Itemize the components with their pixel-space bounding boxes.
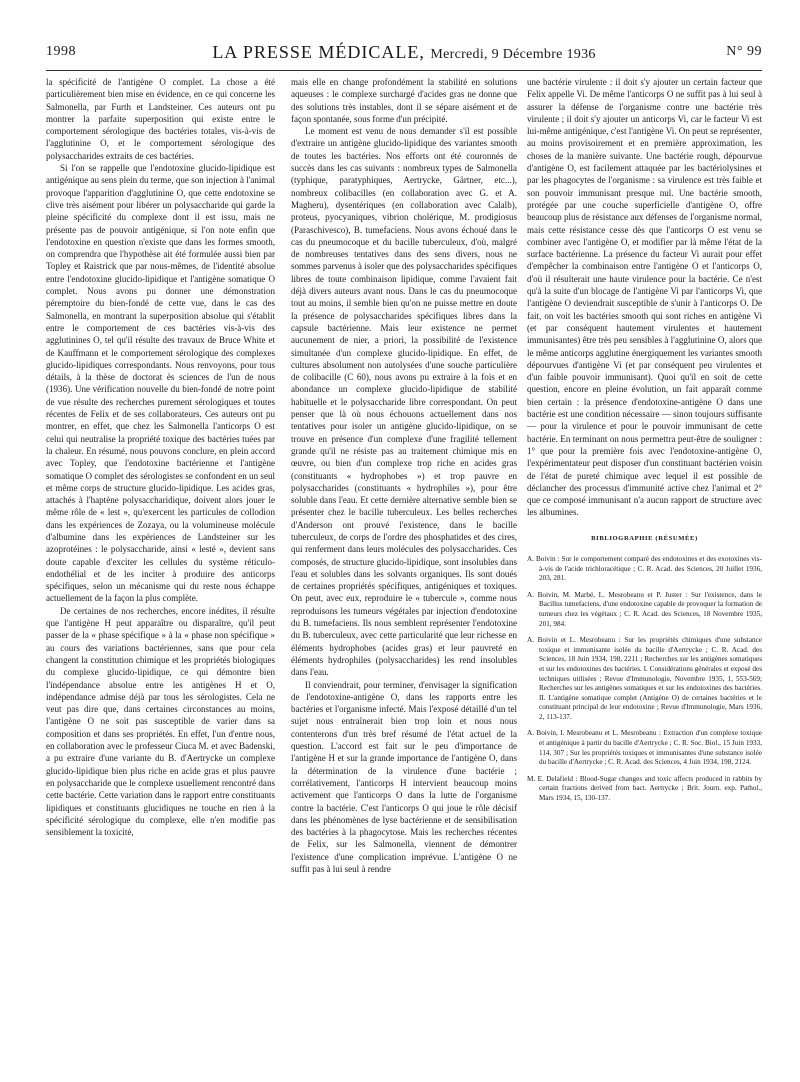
column-2 [291,76,517,1066]
page-number: 1998 [46,44,76,59]
reference: A. Boivin et L. Mesrobeanu : Sur les propriétés chimiques d'une substance toxique et immunisante isolée du bacille d'Aertrycke ; C. R. Acad. des Sciences, 18 Juin 1934, 198, 2211 ; Recherches sur les antigènes somatiques et sur les endotoxines des bactéries. I. Considérations générales et exposé des techniques utilisées ; Revue d'Immunologie, Novembre 1935, 1, 553-569; Recherches sur les antigènes somatiques et sur les endotoxines des bactéries. II. L'antigène somatique complet (Antigène O) de certaines bactéries et le constituant principal de leur endotoxine ; Revue d'Immunologie, Mars 1936, 2, 113-137. [527,636,762,721]
issue-number: N° 99 [726,44,762,59]
journal-title [46,42,762,63]
issue-date: Mercredi, 9 Décembre 1936 [430,47,596,62]
reference: A. Boivin, I. Mesrobeanu et L. Mesrobeanu : Extraction d'un complexe toxique et antigénique à partir du bacille d'Aertrycke ; C. R. Soc. Biol., 15 Juin 1933, 114, 307 ; Sur les propriétés toxiques et immunisantes d'une substance isolée du bacille d'Aertrycke ; C. R. Acad. des Sciences, 4 Juin 1934, 198, 2124. [527,729,762,767]
paragraph: une bactérie virulente : il doit s'y ajouter un certain facteur que Felix appelle Vi. De même l'anticorps O ne suffit pas à lui seul à assurer la défense de l'organisme contre une bactérie très virulente ; il doit s'y ajouter un anticorps Vi, car le facteur Vi est lui-même antigénique, c'est l'antigène Vi. On peut se représenter, au moins provisoirement et en première approximation, les choses de la manière suivante. Une bactérie rough, dépourvue d'antigène O, est facilement attaquée par les bactériolysines et par les phagocytes de l'organisme : sa virulence est très faible et son pouvoir immunisant presque nul. Une bactérie smooth, protégée par une couche superficielle d'antigène O, offre beaucoup plus de résistance aux défenses de l'organisme normal, mais cette résistance cesse dès que l'anticorps O est venu se combiner avec l'antigène O, et modifier par là même l'état de la surface bactérienne. La présence du facteur Vi aurait pour effet d'empêcher la combinaison entre l'antigène O et l'anticorps O, d'où il résulterait une haute virulence pour la bactérie. Ce n'est qu'à la suite d'un blocage de l'antigène Vi par l'anticorps Vi, que l'antigène O deviendrait susceptible de s'unir à l'anticorps O. De fait, on voit les bactéries smooth qui sont riches en antigène Vi (et par conséquent hautement virulentes et hautement immunisantes) être très peu sensibles à l'agglutinine O, alors que le même anticorps agglutine énergiquement les variantes smooth dépourvues d'antigène Vi (et par conséquent peu virulentes et d'un faible pouvoir immunisant). Quoi qu'il en soit de cette question, encore en pleine évolution, un fait apparaît comme bien certain : la présence d'endotoxine-antigène O dans une bactérie est une condition nécessaire — sinon toujours suffisante — pour la virulence et pour le pouvoir immunisant de cette bactérie. En terminant on nous permettra peut-être de souligner : 1° que pour la première fois avec l'endotoxine-antigène O, l'expérimentateur peut disposer d'un constituant bactérien voisin de l'état de pureté chimique avec lequel il est possible de déclancher des processus d'immunité active chez l'animal et 2° que ce composé immunisant n'a aucun rapport de structure avec les albumines. [527,77,762,518]
column-1 [46,76,275,1066]
journal-name: LA PRESSE MÉDICALE, [212,42,425,62]
paragraph: Le moment est venu de nous demander s'il est possible d'extraire un antigène glucido-lipidique des variantes smooth de toutes les bactéries. Nos efforts ont été couronnés de succès dans les cas suivants : nombreux types de Salmonella (typhique, paratyphiques, Aertrycke, Gärtner, etc...), nombreux colibacilles (en collaboration avec G. et A. Magheru), dysentériques (en collaboration avec Calalb), proteus, pyocyaniques, vibrion cholérique, M. prodigiosus (Paraschivesco), B. tumefaciens. Nous avons échoué dans le cas du pneumocoque et du bacille tuberculeux, d'où, malgré de nombreuses tentatives dans des sens divers, nous ne sommes parvenus à isoler que des polysaccharides spécifiques libres de toute combinaison lipidique, comme l'avaient fait déjà divers auteurs avant nous. Dans le cas du pneumocoque tout au moins, il semble bien qu'on ne puisse mettre en doute la présence de polysaccharides spécifiques libres dans la capsule bactérienne. Mais leur existence ne permet aucunement de nier, a priori, la possibilité de l'existence simultanée d'un complexe glucido-lipidique. En effet, de cultures absolument non autolysées d'une souche particulière de colibacille (C 60), nous avons pu extraire à la fois et en abondance un complexe glucido-lipidique de stabilité habituelle et le polysaccharide libre correspondant. On peut penser que là où nous échouons actuellement dans nos tentatives pour isoler un antigène glucido-lipidique, on se trouve en présence d'un complexe d'une fragilité tellement grande qu'il ne résiste pas au traitement chimique mis en œuvre, ou bien d'un complexe trop riche en acides gras (constituants « hydrophobes ») et trop pauvre en polysaccharides (constituants « hydrophiles »), pour être soluble dans l'eau. Et cette dernière alternative semble bien se présenter chez le bacille tuberculeux. Les belles recherches d'Anderson ont prouvé l'existence, dans le bacille tuberculeux, de corps de l'ordre des phosphatides et des cires, qui renferment dans leurs molécules des polysaccharides. Ces composés, de structure glucido-lipidique, sont insolubles dans l'eau et solubles dans les solvants organiques. Ils sont doués de certaines propriétés spécifiques, antigéniques et toxiques. On peut, avec eux, reproduire le « tubercule », comme nous reproduisons les tumeurs végétales par injection d'endotoxine du B. tumefaciens. Ils nous semblent représenter l'endotoxine du B. tuberculeux, avec cette particularité que leur richesse en éléments hydrophobes (acides gras) et leur pauvreté en éléments hydrophiles (polysaccharides) les rend insolubles dans l'eau. [291,126,517,678]
column-3 [527,76,762,1066]
paragraph: mais elle en change profondément la stabilité en solutions aqueuses : le complexe surchargé d'acides gras ne donne que des solutions très instables, dont il se sépare aisément et de façon spontanée, sous forme d'un précipité. [291,77,517,124]
reference: A. Boivin : Sur le comportement comparé des endotoxines et des exotoxines vis-à-vis de l'acide trichloracétique ; C. R. Acad. des Sciences, 20 Juillet 1936, 203, 281. [527,554,762,583]
reference: M. E. Delafield : Blood-Sugar changes and toxic affects produced in rabbits by certain fractions derived from bact. Aertrycke ; Brit. Journ. exp. Pathol., Mars 1934, 15, 130-137. [527,774,762,803]
bibliography-title: BIBLIOGRAPHIE (RÉSUMÉE) [591,534,698,542]
running-header [46,42,762,66]
reference: A. Boivin, M. Marbé, L. Mesrobeanu et P. Juster : Sur l'existence, dans le Bacillus tumefaciens, d'une endotoxine capable de provoquer la formation de tumeurs chez les végétaux ; C. R. Acad. des Sciences, 18 Novembre 1935, 201, 984. [527,590,762,628]
header-rule [46,70,762,71]
paragraph: Si l'on se rappelle que l'endotoxine glucido-lipidique est antigénique au sens plein du terme, que son injection à l'animal provoque l'apparition d'agglutinine O, que cette endotoxine se clive très aisément pour libérer un polysaccharide qui garde la pleine spécificité du complexe dont il est issu, mais ne présente pas de pouvoir antigénique, si l'on note enfin que l'endotoxine en question n'existe que dans les formes smooth, on comprendra que l'hypothèse ait été formulée aussi bien par Topley et Raistrick que par nous-mêmes, de l'identité absolue entre l'endotoxine glucido-lipidique et l'antigène somatique O complet. Nous avons pu donner une démonstration péremptoire du bien-fondé de cette vue, dans le cas des Salmonella, en montrant la superposition absolue qui s'établit entre le comportement de ces bactéries vis-à-vis des agglutinines O, tel qu'il résulte des travaux de Bruce White et de Kauffmann et le comportement sérologique des complexes glucido-lipidiques correspondants. Nous renvoyons, pour tous détails, à la thèse de doctorat ès sciences de l'un de nous (1936). Une vérification nouvelle du bien-fondé de notre point de vue résulte des recherches purement sérologiques et toutes récentes de Felix et de ses collaborateurs. Ces auteurs ont pu montrer, en effet, que chez les Salmonella l'anticorps O est celui qui neutralise la propriété toxique des bactéries tuées par la chaleur. En résumé, nous pouvons conclure, en plein accord avec Topley, que l'endotoxine bactérienne et l'antigène somatique O complet des sérologistes se confondent en un seul et même corps de structure glucido-lipidique. Les acides gras, attachés à l'haptène polysaccharidique, doivent alors jouer le même rôle de « lest », qu'exercent les particules de collodion dans les expériences de Zozaya, ou la volumineuse molécule d'albumine dans les expériences de Landsteiner sur les azoprotéines : le polysaccharide, ainsi « lesté », devient sans doute capable d'exciter les cellules du système réticulo-endothélial et de les inciter à produire des anticorps spécifiques, selon un mécanisme qui du reste nous échappe actuellement de la façon la plus complète. [46,163,275,604]
paragraph: Il conviendrait, pour terminer, d'envisager la signification de l'endotoxine-antigène O, dans les rapports entre les bactéries et l'organisme infecté. Mais l'exposé détaillé d'un tel sujet nous entraînerait bien trop loin et nous nous contenterons d'un très bref résumé de l'état actuel de la question. L'accord est fait sur le peu d'importance de l'antigène H et sur la grande importance de l'antigène O, dans la détermination de la virulence d'une bactérie ; corrélativement, l'anticorps H intervient beaucoup moins activement que l'anticorps O dans la lutte de l'organisme contre la bactérie. C'est l'anticorps O qui joue le rôle décisif dans les phénomènes de lyse bactérienne et de sensibilisation des bactéries à la phagocytose. Mais les recherches récentes de Felix, sur les Salmonella, viennent de démontrer l'existence d'une complication imprévue. L'antigène O ne suffit pas à lui seul à rendre [291,679,517,874]
bibliography [527,555,762,804]
paragraph: De certaines de nos recherches, encore inédites, il résulte que l'antigène H peut apparaître ou disparaître, qu'il peut passer de la « phase spécifique » à la « phase non spécifique » au cours des variations bactériennes, sans que pour cela changent la constitution chimique et les propriétés biologiques du complexe glucido-lipidique, ce qui démontre bien l'indépendance absolue entre les antigènes H et O, indépendance admise déjà par tous les sérologistes. Cela ne veut pas dire que, dans certaines circonstances au moins, l'antigène O ne soit pas susceptible de varier dans sa composition et dans ses propriétés. En effet, l'un d'entre nous, en collaboration avec le professeur Ciuca M. et avec Badenski, a pu extraire d'une variante du B. d'Aertrycke un complexe glucido-lipidique bien plus riche en acide gras et plus pauvre en polysaccharide que le complexe usuellement rencontré dans cette bactérie. Cette variation dans le rapport entre constituants lipidiques et constituants glucidiques ne touche en rien à la spécificité sérologique du complexe, elle n'en modifie pas sensiblement la toxicité, [46,605,275,838]
paragraph: la spécificité de l'antigène O complet. La chose a été particulièrement bien mise en évidence, en ce qui concerne les Salmonella, par Furth et Landsteiner. Ces auteurs ont pu montrer la parfaite superposition qui existe entre le comportement sérologique des bactéries totales, vis-à-vis de l'agglutinine O, et le comportement sérologique des polysaccharides extraits de ces bactéries. [46,77,275,161]
